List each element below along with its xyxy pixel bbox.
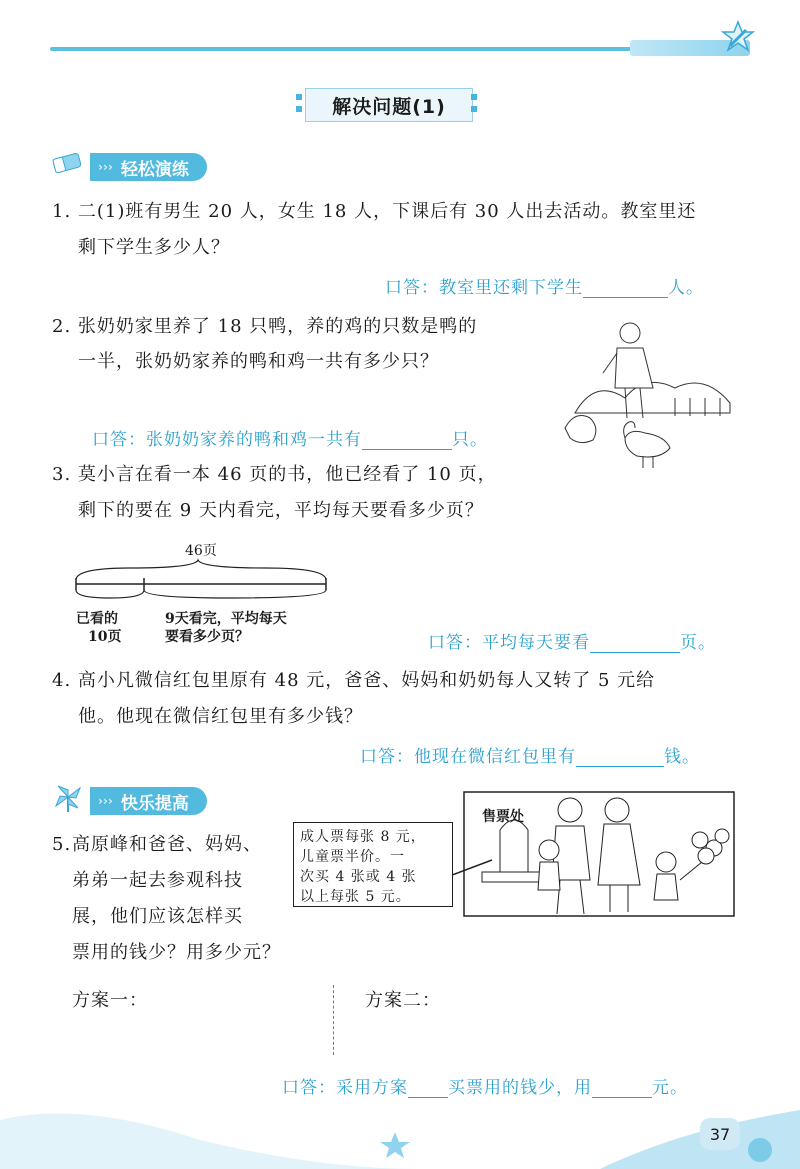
answer-3 bbox=[428, 628, 716, 653]
notice-line: 成人票每张 8 元， bbox=[300, 829, 426, 845]
question-5-number: 5. bbox=[52, 834, 72, 855]
diagram-right-label-2: 要看多少页？ bbox=[165, 629, 249, 645]
question-5-line-2: 弟弟一起去参观科技 bbox=[72, 870, 243, 891]
notice-line: 以上每张 5 元。 bbox=[300, 889, 411, 905]
diagram-left-label-2: 10页 bbox=[88, 629, 122, 645]
section-label: 轻松演练 bbox=[120, 159, 189, 180]
section-banner-improve bbox=[90, 787, 207, 815]
title-dot bbox=[471, 106, 477, 112]
question-5-line-3: 展，他们应该怎样买 bbox=[72, 906, 243, 927]
answer-3-prefix: 口答：平均每天要看 bbox=[428, 633, 590, 653]
plan-2-label: 方案二： bbox=[365, 990, 441, 1011]
answer-3-suffix: 页。 bbox=[680, 633, 716, 653]
question-3-line-2: 剩下的要在 9 天内看完，平均每天要看多少页？ bbox=[78, 500, 484, 521]
answer-5-prefix: 口答：采用方案 bbox=[282, 1078, 408, 1098]
answer-2-prefix: 口答：张奶奶家养的鸭和鸡一共有 bbox=[92, 430, 362, 450]
question-1-line-1: 1. 二(1)班有男生 20 人，女生 18 人，下课后有 30 人出去活动。教室里还 bbox=[52, 201, 697, 222]
question-4-line-1: 4. 高小凡微信红包里原有 48 元，爸爸、妈妈和奶奶每人又转了 5 元给 bbox=[52, 670, 656, 691]
booth-sign: 售票处 bbox=[482, 809, 524, 825]
answer-1-prefix: 口答：教室里还剩下学生 bbox=[385, 278, 583, 298]
question-5-line-1: 高原峰和爸爸、妈妈、 bbox=[72, 834, 262, 855]
answer-1-blank[interactable] bbox=[583, 277, 668, 298]
diagram-total-label: 46页 bbox=[185, 543, 217, 559]
pinwheel-icon bbox=[50, 782, 86, 812]
answer-4-blank[interactable] bbox=[576, 746, 664, 767]
question-5-line-4: 票用的钱少？用多少元？ bbox=[72, 942, 281, 963]
question-2-line-2: 一半，张奶奶家养的鸭和鸡一共有多少只？ bbox=[78, 351, 439, 372]
answer-1 bbox=[385, 273, 704, 298]
answer-3-blank[interactable] bbox=[590, 632, 680, 653]
answer-4-suffix: 钱。 bbox=[664, 747, 700, 767]
question-3-line-1: 3. 莫小言在看一本 46 页的书，他已经看了 10 页， bbox=[52, 464, 497, 485]
title-dot bbox=[296, 106, 302, 112]
plan-divider bbox=[333, 985, 334, 1055]
answer-4-prefix: 口答：他现在微信红包里有 bbox=[360, 747, 576, 767]
arrows-icon: ››› bbox=[98, 160, 113, 174]
arrows-icon: ››› bbox=[98, 794, 113, 808]
section-label: 快乐提高 bbox=[120, 793, 189, 814]
grandma-feeding-illustration bbox=[555, 318, 750, 483]
title-dot bbox=[471, 94, 477, 100]
answer-4 bbox=[360, 742, 700, 767]
page-title bbox=[305, 88, 473, 122]
answer-2-suffix: 只。 bbox=[452, 430, 488, 450]
plan-1-label: 方案一： bbox=[72, 990, 148, 1011]
eraser-icon bbox=[50, 148, 86, 178]
question-4-line-2: 他。他现在微信红包里有多少钱？ bbox=[78, 706, 363, 727]
page-number bbox=[700, 1118, 740, 1150]
pencil-icon bbox=[720, 20, 756, 56]
page-title-text: 解决问题(1) bbox=[332, 95, 446, 118]
title-dot bbox=[296, 94, 302, 100]
diagram-left-label-1: 已看的 bbox=[76, 611, 118, 627]
answer-5-suffix: 元。 bbox=[652, 1078, 688, 1098]
footer-decoration bbox=[0, 1080, 800, 1169]
notice-line: 儿童票半价。一 bbox=[300, 849, 405, 865]
page-number-text: 37 bbox=[709, 1124, 731, 1144]
question-2-line-1: 2. 张奶奶家里养了 18 只鸭，养的鸡的只数是鸭的 bbox=[52, 316, 478, 337]
answer-5-mid: 买票用的钱少，用 bbox=[448, 1078, 592, 1098]
segment-diagram bbox=[70, 558, 335, 602]
section-banner-practice bbox=[90, 153, 207, 181]
diagram-right-label-1: 9天看完，平均每天 bbox=[165, 611, 287, 627]
answer-1-suffix: 人。 bbox=[668, 278, 704, 298]
answer-2-blank[interactable] bbox=[362, 429, 452, 450]
ticket-price-notice bbox=[293, 822, 453, 907]
answer-2 bbox=[92, 425, 488, 450]
notice-line: 次买 4 张或 4 张 bbox=[300, 869, 417, 885]
question-1-line-2: 剩下学生多少人？ bbox=[78, 237, 230, 258]
